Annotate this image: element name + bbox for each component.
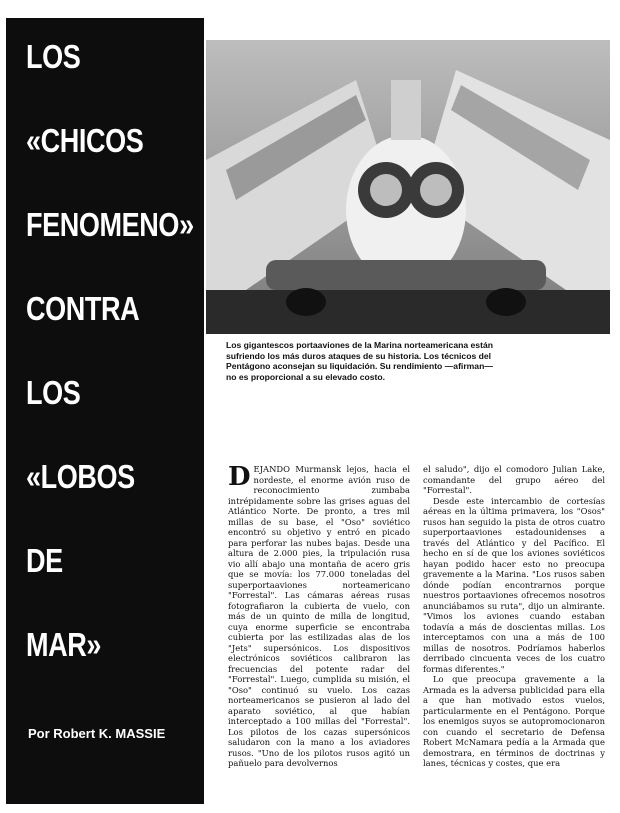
headline-line-2: «CHICOS bbox=[26, 122, 144, 159]
headline-line-4: CONTRA bbox=[26, 290, 140, 327]
headline-line-8: MAR» bbox=[26, 626, 102, 663]
photo-caption bbox=[226, 340, 496, 382]
headline-line-5: LOS bbox=[26, 374, 81, 411]
article-paragraph: Lo que preocupa gravemente a la Armada es la adversa publicidad para ella a que han motivado estos vuelos, particularmente en el Pentágono. Porque los enemigos suyos se autopromocionaron con cuando el secretario de Defensa Robert McNamara pedía a la Armada que demostrara, en términos de doctrinas y lanes, técnicas y costes, que era bbox=[423, 674, 605, 768]
byline: Por Robert K. MASSIE bbox=[28, 726, 166, 741]
aircraft-illustration bbox=[206, 40, 610, 334]
article-paragraph bbox=[228, 464, 410, 769]
article-column-2 bbox=[423, 464, 605, 768]
article-column-1 bbox=[228, 462, 410, 768]
drop-cap: D bbox=[228, 462, 251, 492]
headline-line-1: LOS bbox=[26, 38, 81, 75]
article-paragraph-text: EJANDO Murmansk lejos, hacia el nordeste, el enorme avión ruso de reconocimiento zumbaba intrépidamente sobre las grises aguas del Atlántico Norte. De pronto, a tres mil millas de su base, el "Oso" soviético encontró su objetivo y entró en picado para perforar las nubes bajas. Desde una altura de 2.000 pies, la tripulación rusa vio allí abajo una montaña de acero gris que se movía: los 77.000 toneladas del superportaaviones norteamericano "Forrestal". Las cámaras aéreas rusas fotografiaron la cubierta de vuelo, con más de un quinto de milla de longitud, cuya enorme superficie se encontraba cubierta por las estilizadas alas de los "Jets" supersónicos. Los dispositivos electrónicos soviéticos calibraron las frecuencias del potente radar del "Forrestal". Luego, cumplida su misión, el "Oso" continuó su vuelo. Los cazas norteamericanos se pusieron al lado del aparato soviético, al que habían interceptado a 100 millas del "Forrestal". Los pilotos de los cazas supersónicos saludaron con la mano a los aviadores rusos. "Uno de los pilotos rusos agitó un pañuelo para devolvernos bbox=[228, 464, 410, 768]
headline-line-6: «LOBOS bbox=[26, 458, 135, 495]
headline-line-7: DE bbox=[26, 542, 63, 579]
headline-line-3: FENOMENO» bbox=[26, 206, 194, 243]
article-paragraph: el saludo", dijo el comodoro Julian Lake, comandante del grupo aéreo del "Forrestal". bbox=[423, 464, 605, 495]
article-paragraph: Desde este intercambio de cortesías aéreas en la última primavera, los "Osos" rusos han seguido la pista de otros cuatro superportaaviones estadounidenses a través del Atlántico y del Pacífico. El hecho en sí de que los aviones soviéticos hayan podido hacer esto no preocupa gravemente a la Marina. "Los rusos saben dónde podían encontrarnos porque nuestros portaaviones ofrecemos nosotros anunciábamos su ruta", dijo un almirante. "Vimos los aviones cuando estaban todavía a más de doscientas millas. Los interceptamos con una a más de 100 millas de nosotros. Podríamos haberlos derribado cincuenta veces de los cuatro formas diferentes." bbox=[423, 495, 605, 674]
aircraft-photo bbox=[206, 40, 610, 334]
caption-text: Los gigantescos portaaviones de la Marina norteamericana están sufriendo los más duros ataques de su historia. Los técnicos del Pentágono aconsejan su liquidación. Su rendimiento —afirman— no es proporcional a su elevado costo. bbox=[226, 340, 493, 382]
